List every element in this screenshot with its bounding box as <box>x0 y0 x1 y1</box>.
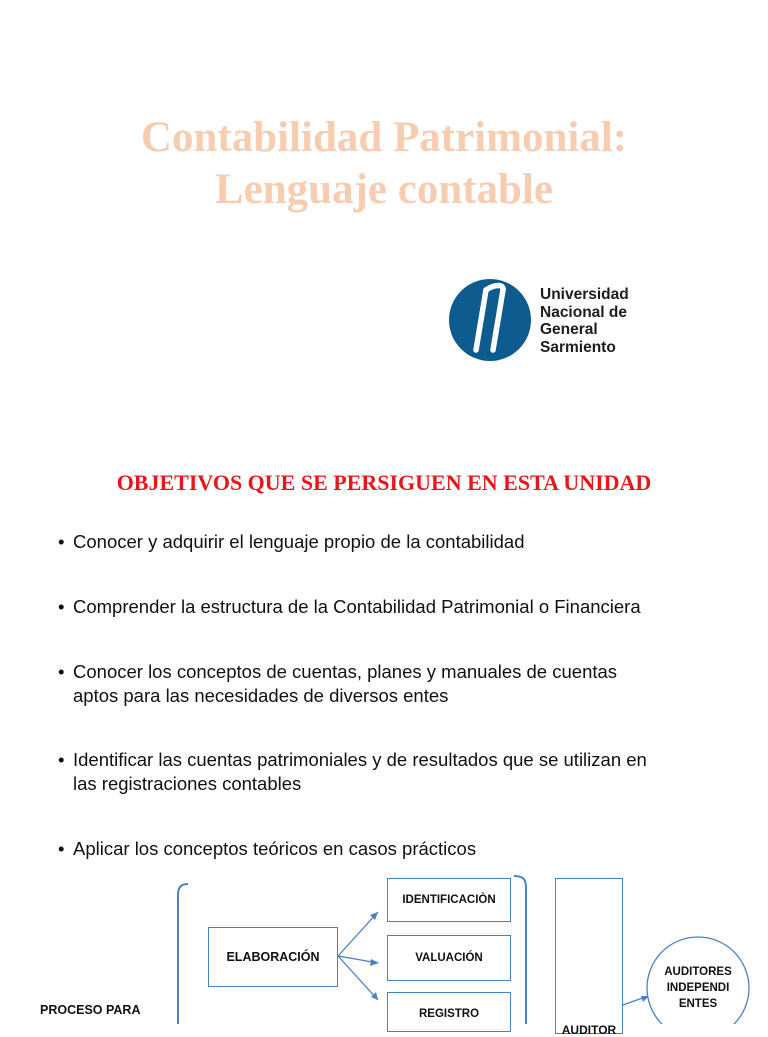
logo-line: Sarmiento <box>540 338 616 356</box>
elaboracion-label: ELABORACIÓN <box>226 950 320 964</box>
ungs-emblem-icon <box>448 278 532 362</box>
logo-line: General <box>540 321 598 338</box>
auditor-label: AUDITOR <box>561 1023 617 1037</box>
auditores-line: INDEPENDI <box>666 982 730 994</box>
title-line-1: Contabilidad Patrimonial: <box>140 114 628 161</box>
logo-line: Nacional de <box>540 303 627 321</box>
valuacion-box <box>387 935 511 981</box>
list-item <box>58 530 743 554</box>
list-item-text: Comprender la estructura de la Contabilidad Patrimonial o Financiera <box>73 596 641 617</box>
list-item-text: • Identificar las cuentas patrimoniales y de resultados que se utilizan en <box>73 749 647 770</box>
list-item-text: Aplicar los conceptos teóricos en casos prácticos <box>73 838 477 859</box>
left-bracket <box>178 884 188 1024</box>
list-item-text: aptos para las necesidades de diversos entes <box>73 685 449 706</box>
slide-title <box>0 112 768 216</box>
proceso-label: PROCESO PARA <box>40 1003 141 1017</box>
auditores-label <box>652 964 744 1012</box>
arrow-to-identificacion <box>338 912 378 956</box>
list-item <box>58 748 743 796</box>
valuacion-label: VALUACIÓN <box>415 952 483 964</box>
list-item-text: las registraciones contables <box>73 773 302 794</box>
right-bracket <box>514 876 526 1024</box>
list-item-text: • Conocer los conceptos de cuentas, planes y manuales de cuentas <box>73 661 618 682</box>
identificacion-box <box>387 878 511 922</box>
objectives-heading: OBJETIVOS QUE SE PERSIGUEN EN ESTA UNIDAD <box>116 470 652 495</box>
logo-wordmark <box>540 286 629 356</box>
list-item <box>58 595 743 619</box>
title-line-2: Lenguaje contable <box>214 166 554 213</box>
list-item <box>58 837 743 861</box>
list-item <box>58 660 743 708</box>
elaboracion-box <box>208 927 338 987</box>
university-logo <box>448 276 653 364</box>
auditores-line: AUDITORES <box>664 966 732 978</box>
registro-box <box>387 992 511 1032</box>
process-diagram <box>0 860 768 1037</box>
registro-label: REGISTRO <box>418 1008 480 1020</box>
logo-line: Universidad <box>540 286 629 303</box>
auditores-line: ENTES <box>678 998 718 1010</box>
list-item-text: Conocer y adquirir el lenguaje propio de la contabilidad <box>73 531 525 552</box>
auditor-box <box>555 878 623 1037</box>
identificacion-label: IDENTIFICACIÒN <box>402 894 496 906</box>
